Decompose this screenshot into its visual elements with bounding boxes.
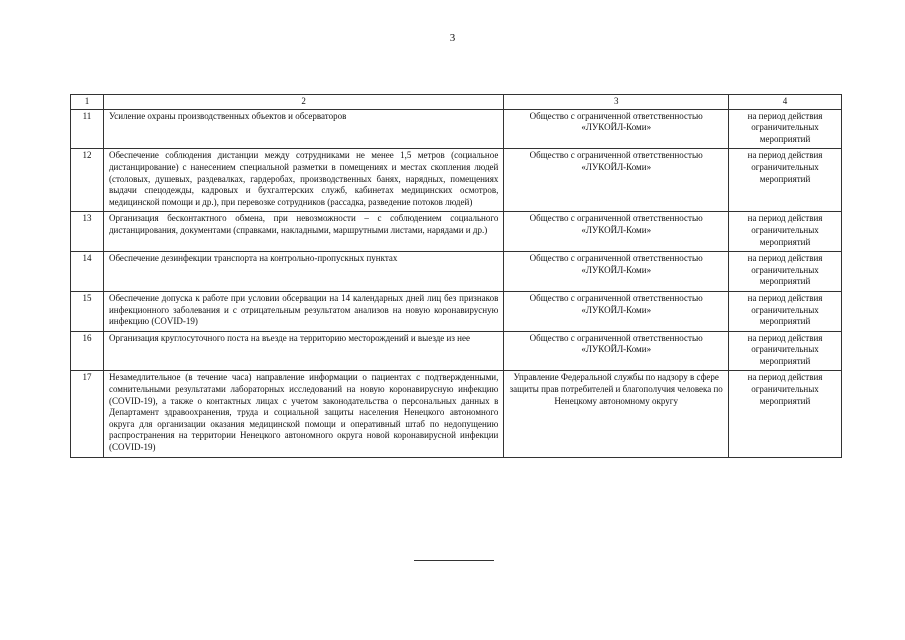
row-period: на период действия ограничительных мероприятий [729, 252, 842, 292]
end-divider-line [414, 560, 494, 561]
row-executor: Общество с ограниченной ответственностью «ЛУКОЙЛ-Коми» [504, 109, 729, 149]
table-row [71, 331, 842, 371]
row-number: 13 [71, 212, 104, 252]
row-executor: Управление Федеральной службы по надзору в сфере защиты прав потребителей и благополучия человека по Ненецкому автономному округу [504, 371, 729, 457]
row-period: на период действия ограничительных мероприятий [729, 291, 842, 331]
row-task: Незамедлительное (в течение часа) направление информации о пациентах с подтвержденными, сомнительными результатами лабораторных исследований на новую коронавирусную инфекцию (COVID-19), а также о контактных лицах с учетом законодательства о персональных данных в Департамент здравоохранения, труда и социальной защиты населения Ненецкого автономного округа для организации оказания медицинской помощи и оперативный штаб по недопущению распространения на территории Ненецкого автономного округа новой коронавирусной инфекции (COVID-19) [103, 371, 503, 457]
row-period: на период действия ограничительных мероприятий [729, 149, 842, 212]
table-row [71, 371, 842, 457]
row-task: Обеспечение соблюдения дистанции между сотрудниками не менее 1,5 метров (социальное дистанцирование) с нанесением специальной разметки в помещениях и местах скопления людей (столовых, душевых, раздевалках, гардеробах, производственных банях, нарядных, помещениях выдачи спецодежды, кадровых и бухгалтерских служб, кабинетах медицинских осмотров, медицинской помощи и др.), при перевозке сотрудников (рассадка, разведение потоков людей) [103, 149, 503, 212]
header-cell-1: 1 [71, 95, 104, 110]
row-number: 14 [71, 252, 104, 292]
row-executor: Общество с ограниченной ответственностью «ЛУКОЙЛ-Коми» [504, 212, 729, 252]
table-row [71, 252, 842, 292]
row-task: Организация бесконтактного обмена, при невозможности – с соблюдением социального дистанцирования, документами (справками, накладными, маршрутными листами, нарядами и др.) [103, 212, 503, 252]
table-row [71, 212, 842, 252]
row-number: 11 [71, 109, 104, 149]
header-cell-4: 4 [729, 95, 842, 110]
row-number: 17 [71, 371, 104, 457]
row-period: на период действия ограничительных мероприятий [729, 331, 842, 371]
row-number: 16 [71, 331, 104, 371]
row-period: на период действия ограничительных мероприятий [729, 109, 842, 149]
measures-table [70, 94, 842, 458]
row-period: на период действия ограничительных мероприятий [729, 212, 842, 252]
table-row [71, 149, 842, 212]
table-header-row [71, 95, 842, 110]
table-row [71, 291, 842, 331]
header-cell-2: 2 [103, 95, 503, 110]
header-cell-3: 3 [504, 95, 729, 110]
row-executor: Общество с ограниченной ответственностью «ЛУКОЙЛ-Коми» [504, 331, 729, 371]
row-executor: Общество с ограниченной ответственностью «ЛУКОЙЛ-Коми» [504, 291, 729, 331]
row-executor: Общество с ограниченной ответственностью «ЛУКОЙЛ-Коми» [504, 149, 729, 212]
table-row [71, 109, 842, 149]
row-number: 12 [71, 149, 104, 212]
row-task: Усиление охраны производственных объектов и обсерваторов [103, 109, 503, 149]
row-task: Обеспечение допуска к работе при условии обсервации на 14 календарных дней лиц без признаков инфекционного заболевания и с отрицательным результатом анализов на новую коронавирусную инфекцию (COVID-19) [103, 291, 503, 331]
row-period: на период действия ограничительных мероприятий [729, 371, 842, 457]
row-task: Обеспечение дезинфекции транспорта на контрольно-пропускных пунктах [103, 252, 503, 292]
row-task: Организация круглосуточного поста на въезде на территорию месторождений и выезде из нее [103, 331, 503, 371]
row-executor: Общество с ограниченной ответственностью «ЛУКОЙЛ-Коми» [504, 252, 729, 292]
row-number: 15 [71, 291, 104, 331]
page-number: 3 [449, 32, 456, 44]
